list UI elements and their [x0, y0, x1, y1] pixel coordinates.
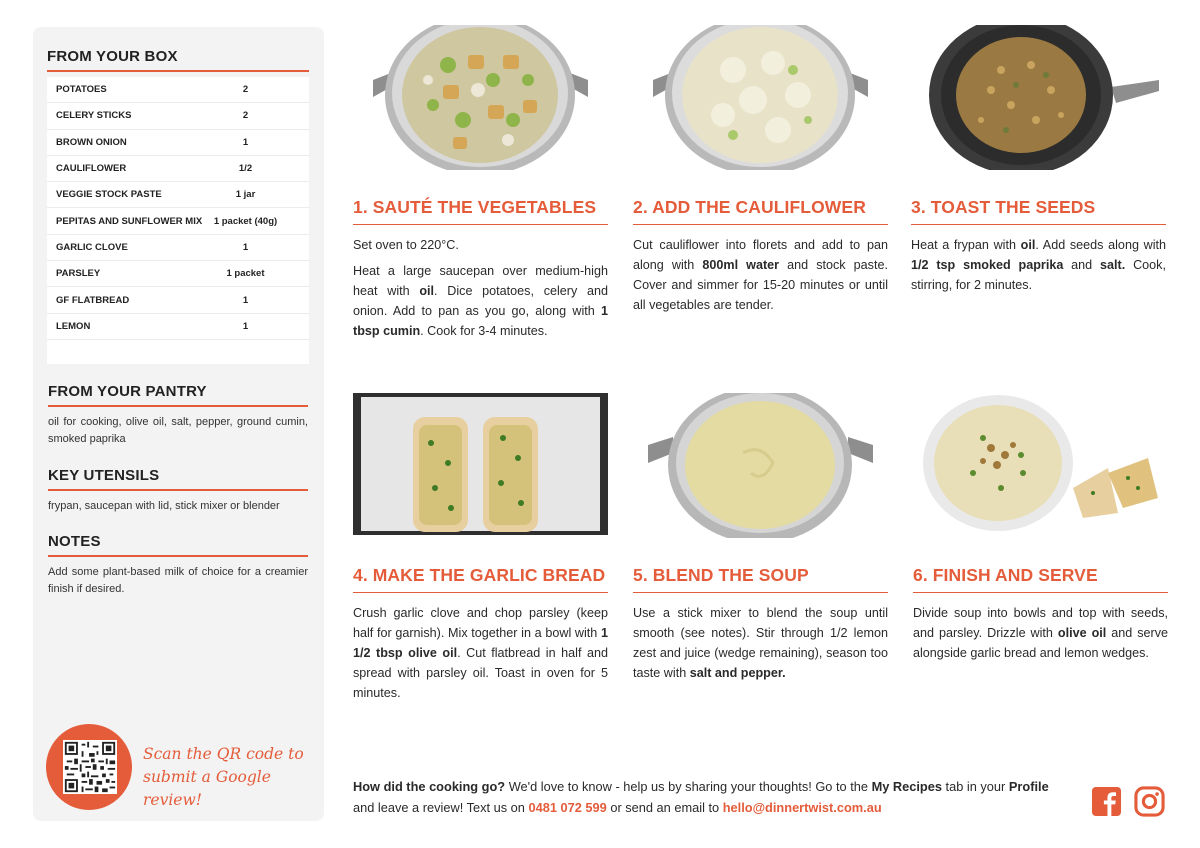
step-2-body: Cut cauliflower into florets and add to pan along with 800ml water and stock paste. Cover and simmer for 15-20 minutes or until all vegetables are tender.	[633, 238, 888, 312]
step-3-body: Heat a frypan with oil. Add seeds along with 1/2 tsp smoked paprika and salt. Cook, stirring, for 2 minutes.	[911, 238, 1166, 292]
ingredient-name: CAULIFLOWER	[56, 163, 127, 175]
pantry-text: oil for cooking, olive oil, salt, pepper, ground cumin, smoked paprika	[48, 415, 308, 445]
step-4-title: 4. MAKE THE GARLIC BREAD	[353, 565, 606, 585]
ingredient-name: CELERY STICKS	[56, 110, 132, 122]
step-1	[353, 25, 608, 347]
utensils-text: frypan, saucepan with lid, stick mixer or blender	[48, 499, 280, 512]
step-6	[913, 393, 1168, 669]
profile-link[interactable]: Profile	[1008, 779, 1049, 794]
ingredient-qty: 1/2	[238, 163, 253, 175]
from-your-box-heading: FROM YOUR BOX	[47, 48, 309, 72]
ingredient-name: LEMON	[56, 320, 91, 332]
pantry-section	[48, 383, 308, 448]
ingredient-qty: 1 jar	[235, 189, 256, 201]
utensils-section	[48, 467, 308, 515]
step-2-title: 2. ADD THE CAULIFLOWER	[633, 197, 866, 217]
instagram-icon[interactable]	[1134, 786, 1165, 817]
ingredient-row	[47, 261, 309, 287]
saute-vegetables-photo	[353, 25, 608, 170]
add-cauliflower-photo	[633, 25, 888, 170]
ingredient-name: PARSLEY	[56, 268, 101, 280]
ingredient-row	[47, 208, 309, 234]
sidebar	[33, 27, 324, 821]
ingredient-name: POTATOES	[56, 84, 107, 96]
ingredient-name: PEPITAS AND SUNFLOWER MIX	[56, 215, 203, 227]
qr-code-icon[interactable]	[63, 740, 117, 794]
utensils-heading: KEY UTENSILS	[48, 467, 160, 484]
step-1-title: 1. SAUTÉ THE VEGETABLES	[353, 197, 597, 217]
pantry-heading: FROM YOUR PANTRY	[48, 383, 207, 400]
step-5-title: 5. BLEND THE SOUP	[633, 565, 809, 585]
notes-heading: NOTES	[48, 533, 101, 550]
ingredient-qty: 1	[242, 241, 249, 253]
email-link[interactable]: hello@dinnertwist.com.au	[722, 800, 882, 815]
ingredient-name: GF FLATBREAD	[56, 294, 130, 306]
step-2	[633, 25, 888, 321]
step-5	[633, 393, 888, 689]
step-4-body: Crush garlic clove and chop parsley (keep half for garnish). Mix together in a bowl with 1 1/2 tbsp olive oil. Cut flatbread in half and spread with parsley oil. Toast in oven for 5 minutes.	[353, 606, 608, 700]
ingredient-row	[47, 287, 309, 313]
notes-text: Add some plant-based milk of choice for a creamier finish if desired.	[48, 565, 308, 595]
toast-seeds-photo	[911, 25, 1166, 170]
ingredient-name: VEGGIE STOCK PASTE	[56, 189, 162, 201]
phone-link[interactable]: 0481 072 599	[528, 800, 607, 815]
my-recipes-link[interactable]: My Recipes	[871, 779, 942, 794]
blend-soup-photo	[633, 393, 888, 538]
feedback-footer: How did the cooking go? We'd love to know - help us by sharing your thoughts! Go to the My Recipes tab in your Profile and leave a review! Text us on 0481 072 599 or send an email to hello@dinnertwist.com.au	[353, 779, 1049, 815]
ingredient-name: GARLIC CLOVE	[56, 241, 128, 253]
qr-badge	[46, 724, 132, 810]
ingredient-row	[47, 182, 309, 208]
ingredient-row	[47, 77, 309, 103]
step-6-body: Divide soup into bowls and top with seeds, and parsley. Drizzle with olive oil and serve alongside garlic bread and lemon wedges.	[913, 606, 1168, 660]
step-4	[353, 393, 608, 709]
ingredient-row	[47, 314, 309, 340]
finish-serve-photo	[913, 393, 1168, 538]
ingredient-qty: 1	[242, 320, 249, 332]
step-6-title: 6. FINISH AND SERVE	[913, 565, 1098, 585]
ingredient-qty: 2	[242, 110, 249, 122]
facebook-icon[interactable]	[1091, 786, 1122, 817]
step-1-body: Set oven to 220°C. Heat a large saucepan over medium-high heat with oil. Dice potatoes, celery and onion. Add to pan as you go, along with 1 tbsp cumin. Cook for 3-4 minutes.	[353, 238, 609, 338]
ingredient-qty: 1	[242, 294, 249, 306]
notes-section	[48, 533, 308, 598]
ingredient-row	[47, 235, 309, 261]
step-3	[911, 25, 1166, 301]
garlic-bread-photo	[353, 393, 608, 535]
ingredient-row	[47, 103, 309, 129]
step-3-title: 3. TOAST THE SEEDS	[911, 197, 1096, 217]
ingredient-qty: 2	[242, 84, 249, 96]
ingredients-table	[47, 77, 309, 364]
step-5-body: Use a stick mixer to blend the soup until smooth (see notes). Stir through 1/2 lemon zest and juice (wedge remaining), season too taste with salt and pepper.	[633, 606, 888, 680]
qr-review-prompt: Scan the QR code to submit a Google review!	[143, 745, 304, 809]
ingredient-row	[47, 156, 309, 182]
ingredient-qty: 1 packet	[226, 268, 265, 280]
ingredient-name: BROWN ONION	[56, 136, 127, 148]
ingredient-qty: 1	[242, 136, 249, 148]
ingredient-qty: 1 packet (40g)	[213, 215, 278, 227]
ingredient-row	[47, 130, 309, 156]
